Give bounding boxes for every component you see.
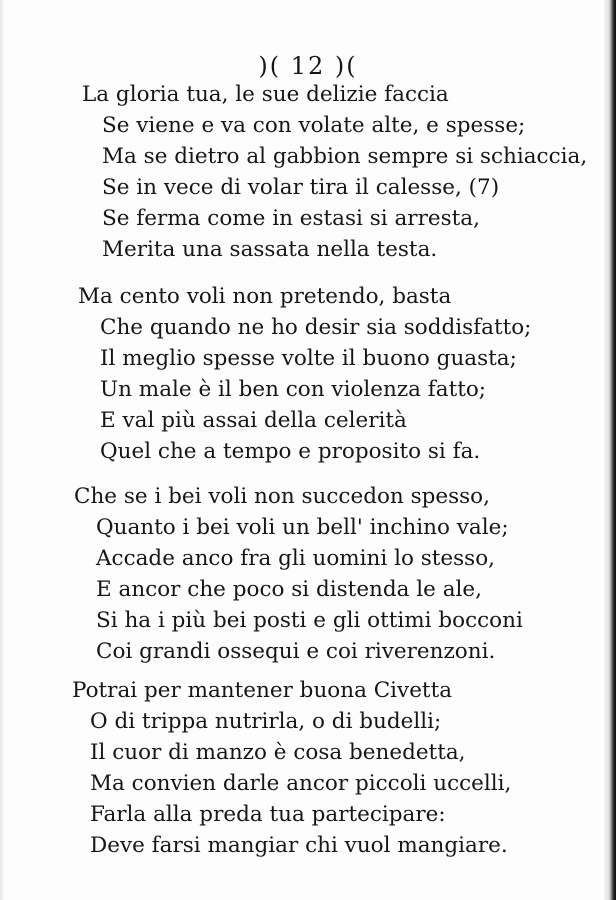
verse-line: Quanto i bei voli un bell' inchino vale;	[96, 515, 509, 540]
verse-line: Se viene e va con volate alte, e spesse;	[102, 113, 526, 138]
verse-line: Il meglio spesse volte il buono guasta;	[100, 346, 517, 371]
verse-line: Merita una sassata nella testa.	[102, 237, 438, 262]
verse-line: Se ferma come in estasi si arresta,	[102, 206, 480, 231]
verse-line: Ma se dietro al gabbion sempre si schiaccia,	[102, 144, 588, 169]
verse-line: Un male è il ben con violenza fatto;	[100, 377, 487, 402]
verse-line: E val più assai della celerità	[100, 408, 407, 433]
verse-line: La gloria tua, le sue delizie faccia	[82, 82, 449, 107]
verse-line: Quel che a tempo e proposito si fa.	[100, 439, 481, 464]
verse-line: Che quando ne ho desir sia soddisfatto;	[100, 315, 532, 340]
verse-line: Il cuor di manzo è cosa benedetta,	[90, 740, 466, 765]
page-right-edge	[604, 0, 616, 900]
verse-line: Se in vece di volar tira il calesse, (7)	[102, 175, 500, 200]
verse-line: Che se i bei voli non succedon spesso,	[74, 484, 490, 509]
verse-line: Si ha i più bei posti e gli ottimi bocconi	[96, 608, 523, 633]
verse-line: Accade anco fra gli uomini lo stesso,	[96, 546, 495, 571]
verse-line: Ma cento voli non pretendo, basta	[78, 284, 452, 309]
verse-line: Potrai per mantener buona Civetta	[72, 678, 453, 703]
verse-line: Farla alla preda tua partecipare:	[90, 802, 446, 827]
verse-line: E ancor che poco si distenda le ale,	[96, 577, 482, 602]
verse-line: Ma convien darle ancor piccoli uccelli,	[90, 771, 512, 796]
verse-line: Coi grandi ossequi e coi riverenzoni.	[96, 639, 496, 664]
verse-line: O di trippa nutrirla, o di budelli;	[90, 709, 442, 734]
verse-line: Deve farsi mangiar chi vuol mangiare.	[90, 833, 508, 858]
page-left-edge	[0, 0, 4, 900]
page-number: )( 12 )(	[258, 52, 358, 80]
